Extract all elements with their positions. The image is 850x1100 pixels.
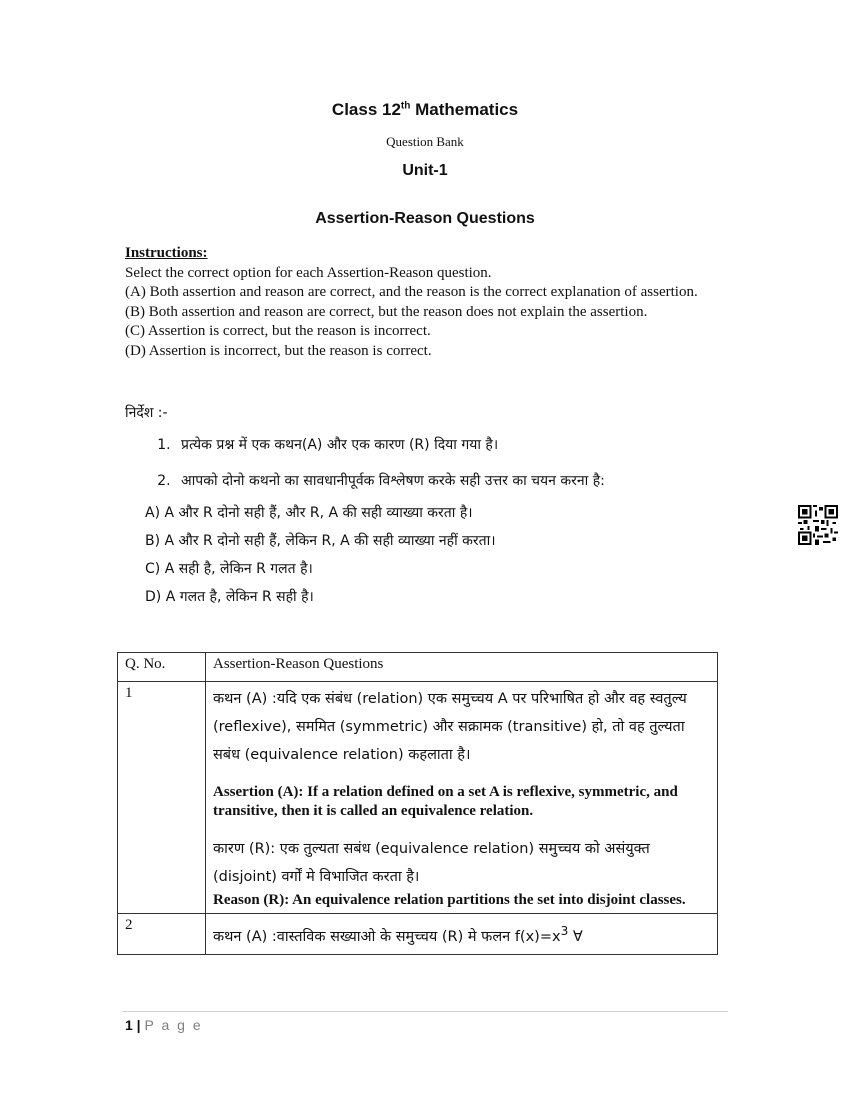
hindi-instructions-heading: निर्देश :-	[125, 405, 168, 421]
hindi-option: A) A और R दोनो सही हैं, और R, A की सही व्याख्या करता है।	[145, 505, 473, 521]
hindi-assertion: कथन (A) :यदि एक संबंध (relation) एक समुच्चय A पर परिभाषित हो और वह स्वतुल्य (reflexive), सममित (symmetric) और सक्रामक (transitive) हो, तो वह तुल्यता सबंध (equivalence relation) कहलाता है।	[213, 691, 687, 763]
hindi-instructions-block	[125, 403, 725, 616]
page-label: P a g e	[144, 1017, 203, 1033]
instruction-line: (D) Assertion is incorrect, but the reason is correct.	[125, 342, 432, 359]
questions-table	[117, 652, 718, 955]
table-row	[118, 914, 718, 955]
column-header-qno: Q. No.	[118, 653, 206, 682]
instruction-line: (B) Both assertion and reason are correct, but the reason does not explain the assertion.	[125, 303, 648, 320]
question-cell	[206, 682, 718, 914]
hindi-instruction-point: 2. आपको दोनो कथनो का सावधानीपूर्वक विश्लेषण करके सही उत्तर का चयन करना है:	[175, 468, 725, 494]
hindi-reason: कारण (R): एक तुल्यता सबंध (equivalence relation) समुच्चय को असंयुक्त (disjoint) वर्गों मे विभाजित करता है।	[213, 841, 650, 885]
footer-divider	[122, 1011, 728, 1012]
qr-code-icon	[798, 505, 838, 545]
hindi-option: B) A और R दोनो सही हैं, लेकिन R, A की सही व्याख्या नहीं करता।	[145, 533, 496, 549]
hindi-option: D) A गलत है, लेकिन R सही है।	[145, 589, 314, 605]
instructions-block	[125, 244, 725, 361]
hindi-assertion: कथन (A) :वास्तविक सख्याओ के समुच्चय (R) मे फलन $f(x)=x^3$ ∀	[213, 924, 583, 945]
section-heading: Assertion-Reason Questions	[315, 210, 535, 227]
question-cell	[206, 914, 718, 955]
page-footer	[125, 1017, 203, 1033]
page-number: 1	[125, 1017, 133, 1033]
english-reason: Reason (R): An equivalence relation partitions the set into disjoint classes.	[213, 892, 686, 908]
table-row	[118, 682, 718, 914]
column-header-questions: Assertion-Reason Questions	[206, 653, 718, 682]
question-number: 2	[118, 914, 206, 955]
instructions-heading: Instructions:	[125, 245, 208, 261]
unit-heading: Unit-1	[402, 162, 448, 179]
hindi-instruction-point: 1. प्रत्येक प्रश्न में एक कथन(A) और एक कारण (R) दिया गया है।	[175, 432, 725, 458]
page-title: Class 12th Mathematics	[331, 100, 519, 119]
instruction-line: Select the correct option for each Assertion-Reason question.	[125, 264, 492, 281]
english-assertion: Assertion (A): If a relation defined on a set A is reflexive, symmetric, and transitive, then it is called an equivalence relation.	[213, 784, 678, 819]
table-header-row	[118, 653, 718, 682]
instruction-line: (C) Assertion is correct, but the reason is incorrect.	[125, 323, 431, 339]
hindi-option: C) A सही है, लेकिन R गलत है।	[145, 561, 313, 577]
footer-separator: |	[132, 1017, 145, 1033]
instruction-line: (A) Both assertion and reason are correct, and the reason is the correct explanation of assertion.	[125, 284, 698, 300]
question-number: 1	[118, 682, 206, 914]
hindi-instruction-list	[125, 432, 725, 494]
page-subtitle: Question Bank	[386, 134, 464, 149]
